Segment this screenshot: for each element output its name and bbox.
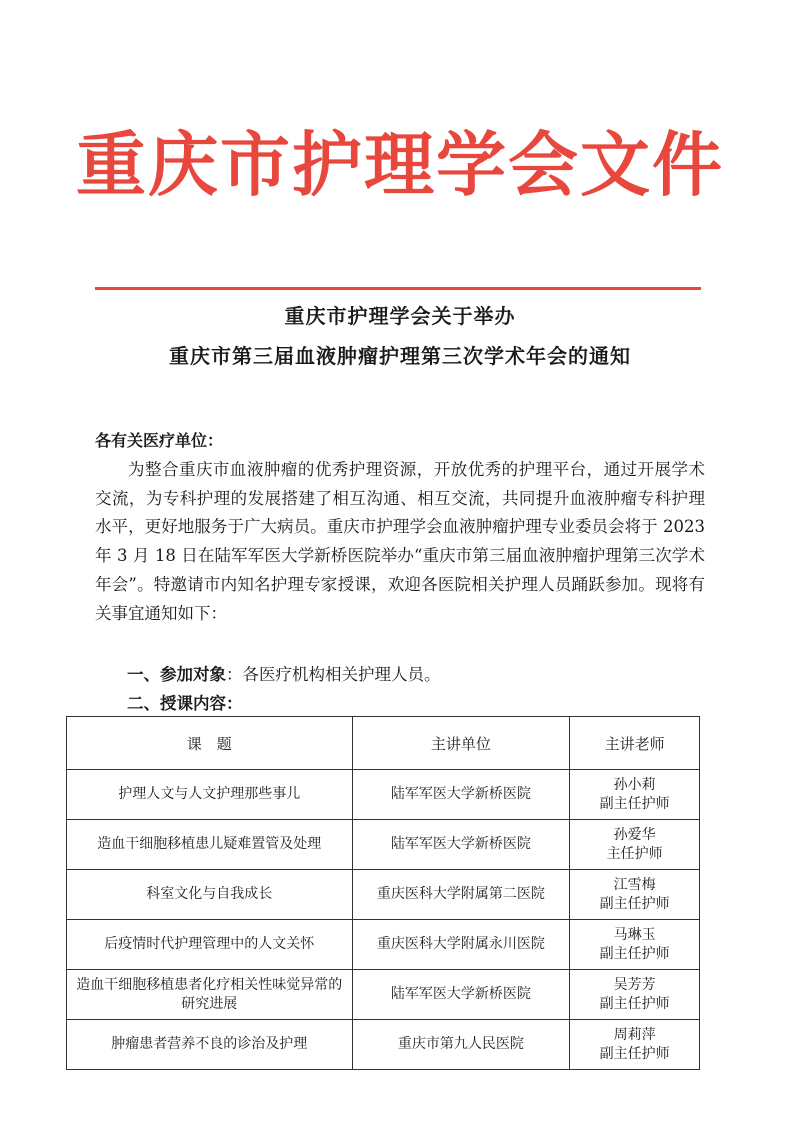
cell-unit: 重庆市第九人民医院 xyxy=(352,1020,570,1070)
cell-teacher xyxy=(570,1020,700,1070)
teacher-name: 孙爱华 xyxy=(613,826,656,843)
cell-teacher xyxy=(570,820,700,870)
teacher-title: 副主任护师 xyxy=(599,945,670,962)
teacher-title: 副主任护师 xyxy=(599,995,670,1012)
table-row xyxy=(67,870,700,920)
cell-topic: 造血干细胞移植患儿疑难置管及处理 xyxy=(67,820,353,870)
cell-topic: 后疫情时代护理管理中的人文关怀 xyxy=(67,920,353,970)
cell-topic: 造血干细胞移植患者化疗相关性味觉异常的研究进展 xyxy=(67,970,353,1020)
red-divider-line xyxy=(95,287,701,290)
body-paragraph: 为整合重庆市血液肿瘤的优秀护理资源，开放优秀的护理平台，通过开展学术交流，为专科护理的发展搭建了相互沟通、相互交流，共同提升血液肿瘤专科护理水平，更好地服务于广大病员。重庆市护理学会血液肿瘤护理专业委员会将于 2023 年 3 月 18 日在陆军军医大学新桥医院举办“重庆市第三届血液肿瘤护理第三次学术年会”。特邀请市内知名护理专家授课，欢迎各医院相关护理人员踊跃参加。现将有关事宜通知如下： xyxy=(95,460,705,623)
table-row xyxy=(67,1020,700,1070)
masthead-title: 重庆市护理学会文件 xyxy=(76,123,724,206)
notice-title-line2: 重庆市第三届血液肿瘤护理第三次学术年会的通知 xyxy=(169,344,631,368)
teacher-title: 副主任护师 xyxy=(599,895,670,912)
course-table xyxy=(66,716,700,1070)
notice-title-line1: 重庆市护理学会关于举办 xyxy=(284,304,516,328)
table-row xyxy=(67,770,700,820)
item-course-content-label: 二、授课内容： xyxy=(127,694,243,713)
cell-unit: 陆军军医大学新桥医院 xyxy=(352,970,570,1020)
teacher-title: 副主任护师 xyxy=(599,795,670,812)
teacher-title: 主任护师 xyxy=(606,845,663,862)
cell-teacher xyxy=(570,970,700,1020)
teacher-title: 副主任护师 xyxy=(599,1045,670,1062)
cell-teacher xyxy=(570,870,700,920)
header-topic: 课 题 xyxy=(67,717,353,770)
table-row xyxy=(67,920,700,970)
cell-unit: 重庆医科大学附属永川医院 xyxy=(352,920,570,970)
teacher-name: 周莉萍 xyxy=(613,1026,656,1043)
cell-topic: 护理人文与人文护理那些事儿 xyxy=(67,770,353,820)
cell-unit: 陆军军医大学新桥医院 xyxy=(352,820,570,870)
table-header-row xyxy=(67,717,700,770)
table-row xyxy=(67,820,700,870)
cell-topic: 科室文化与自我成长 xyxy=(67,870,353,920)
header-unit: 主讲单位 xyxy=(352,717,570,770)
item-course-content xyxy=(127,690,243,714)
teacher-name: 江雪梅 xyxy=(613,876,656,893)
salutation: 各有关医疗单位： xyxy=(95,431,224,450)
table-row xyxy=(67,970,700,1020)
item-participants xyxy=(127,661,441,685)
teacher-name: 吴芳芳 xyxy=(613,976,656,993)
cell-unit: 重庆医科大学附属第二医院 xyxy=(352,870,570,920)
cell-teacher xyxy=(570,770,700,820)
header-teacher: 主讲老师 xyxy=(570,717,700,770)
item-participants-text: ：各医疗机构相关护理人员。 xyxy=(226,665,441,684)
item-participants-label: 一、参加对象 xyxy=(127,665,226,684)
cell-unit: 陆军军医大学新桥医院 xyxy=(352,770,570,820)
cell-teacher xyxy=(570,920,700,970)
cell-topic: 肿瘤患者营养不良的诊治及护理 xyxy=(67,1020,353,1070)
teacher-name: 孙小莉 xyxy=(613,776,656,793)
teacher-name: 马琳玉 xyxy=(613,926,656,943)
